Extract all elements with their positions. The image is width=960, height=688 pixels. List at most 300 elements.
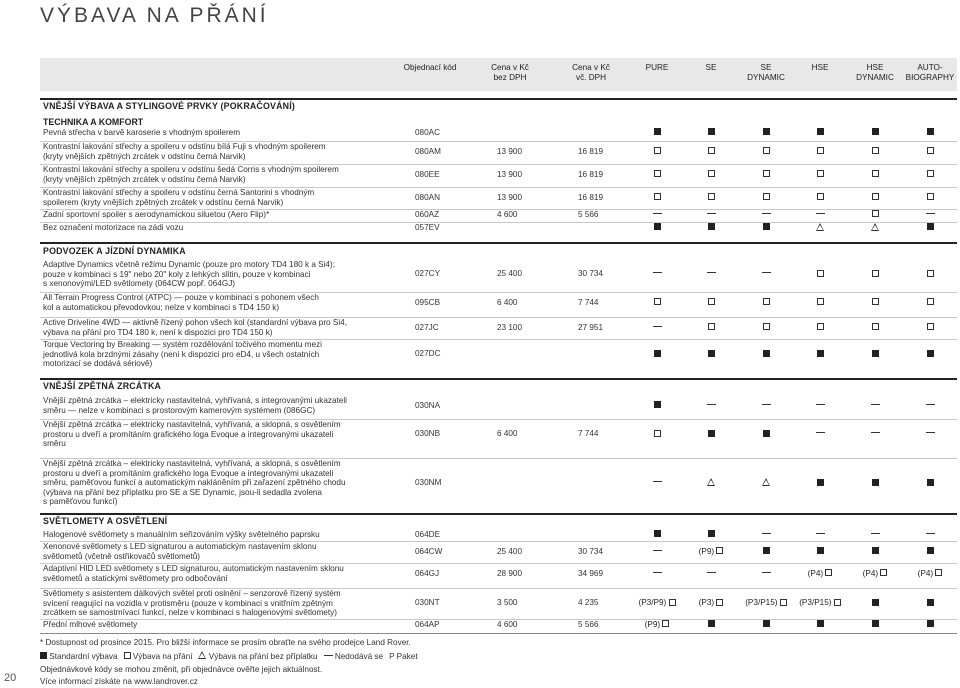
standard-icon bbox=[927, 547, 934, 554]
availability-mark bbox=[817, 478, 824, 487]
description-line: Kontrastní lakování střechy a spoileru v odstínu bílá Fuji s vhodným spoilerem bbox=[43, 142, 326, 151]
standard-icon bbox=[708, 620, 715, 627]
standard-icon bbox=[817, 350, 824, 357]
availability-mark bbox=[762, 269, 771, 278]
availability-mark bbox=[872, 323, 879, 332]
standard-icon bbox=[872, 599, 879, 606]
availability-mark bbox=[762, 479, 770, 488]
availability-mark bbox=[653, 323, 662, 332]
availability-mark bbox=[653, 269, 662, 278]
availability-mark bbox=[817, 193, 824, 202]
option-description bbox=[43, 420, 395, 449]
section-divider bbox=[40, 242, 957, 244]
availability-mark bbox=[708, 530, 715, 539]
standard-icon bbox=[654, 401, 661, 408]
option-icon bbox=[817, 170, 824, 177]
description-line: s paměťovou funkcí) bbox=[43, 497, 118, 507]
option-icon bbox=[708, 298, 715, 305]
legend-label: Výbava na přání bez příplatku bbox=[208, 651, 318, 661]
option-icon bbox=[708, 170, 715, 177]
availability-mark bbox=[198, 652, 206, 661]
trim-cell-5 bbox=[890, 349, 960, 359]
availability-mark bbox=[817, 323, 824, 332]
standard-icon bbox=[927, 128, 934, 135]
option-icon bbox=[716, 599, 723, 606]
option-description bbox=[43, 459, 395, 507]
option-icon bbox=[872, 170, 879, 177]
availability-mark bbox=[654, 128, 661, 137]
standard-icon bbox=[763, 223, 770, 230]
header-trim-1 bbox=[683, 63, 739, 73]
not-available-icon bbox=[653, 481, 662, 482]
package-label: (P3) bbox=[698, 598, 717, 608]
availability-mark bbox=[763, 620, 770, 629]
availability-mark bbox=[927, 478, 934, 487]
description-line: kol a automatickou převodovkou; nelze v kombinaci s TD4 150 k) bbox=[43, 302, 280, 312]
not-available-icon bbox=[324, 655, 333, 656]
not-available-icon bbox=[926, 432, 935, 433]
description-line: svícení reagující na vozidla v protisměru (pouze v kombinaci s vnitřním zpětným bbox=[43, 598, 333, 608]
trim-cell-5 bbox=[890, 429, 960, 439]
standard-icon bbox=[763, 547, 770, 554]
availability-mark bbox=[872, 269, 879, 278]
price-net: 4 600 bbox=[497, 209, 518, 219]
option-description bbox=[43, 188, 395, 207]
section-divider bbox=[40, 513, 957, 515]
header-trim-2-line: DYNAMIC bbox=[747, 73, 785, 82]
trim-cell-5 bbox=[890, 147, 960, 157]
not-available-icon bbox=[762, 213, 771, 214]
availability-mark bbox=[872, 478, 879, 487]
option-description bbox=[43, 530, 395, 540]
availability-mark bbox=[863, 569, 888, 578]
package-label: (P3/P15) bbox=[799, 598, 834, 608]
header-trim-3 bbox=[792, 63, 848, 73]
option-icon bbox=[654, 298, 661, 305]
no-charge-icon bbox=[816, 223, 824, 231]
standard-icon bbox=[927, 599, 934, 606]
not-available-icon bbox=[653, 572, 662, 573]
description-line: s xenonovými/LED světlomety (064CW popř. 064GJ) bbox=[43, 279, 236, 289]
header-code-line: Objednací kód bbox=[403, 63, 457, 72]
price-net: 25 400 bbox=[497, 269, 523, 279]
option-description bbox=[43, 128, 395, 138]
availability-mark bbox=[817, 298, 824, 307]
price-vat: 5 566 bbox=[578, 209, 599, 219]
header-trim-3-line: HSE bbox=[811, 63, 829, 72]
option-icon bbox=[654, 193, 661, 200]
trim-cell-5 bbox=[890, 193, 960, 203]
availability-mark bbox=[927, 598, 934, 607]
section-subtitle: TECHNIKA A KOMFORT bbox=[43, 117, 144, 127]
option-description bbox=[43, 223, 395, 233]
description-line: Zadní sportovní spoiler s aerodynamickou siluetou (Aero Flip)* bbox=[43, 210, 270, 219]
availability-mark bbox=[763, 128, 770, 137]
availability-mark bbox=[654, 147, 661, 156]
section-divider bbox=[40, 98, 957, 100]
option-icon bbox=[927, 323, 934, 330]
not-available-icon bbox=[707, 404, 716, 405]
trim-cell-5 bbox=[890, 210, 960, 220]
price-net: 13 900 bbox=[497, 169, 523, 179]
package-label: (P4) bbox=[807, 568, 826, 578]
availability-mark bbox=[707, 210, 716, 219]
description-line: Přední mlhové světlomety bbox=[43, 620, 138, 629]
not-available-icon bbox=[653, 550, 662, 551]
description-line: jednotlivá kola brzdnými zásahy (není k dispozici pro eD4, u všech ostatních bbox=[43, 349, 320, 359]
availability-mark bbox=[707, 479, 715, 488]
description-line: Vnější zpětná zrcátka – elektricky nastavitelná, vyhřívaná, a sklopná, s osvětlením bbox=[43, 420, 341, 429]
order-code: 030NB bbox=[415, 429, 441, 439]
standard-icon bbox=[708, 530, 715, 537]
option-icon bbox=[935, 569, 942, 576]
order-code: 064CW bbox=[415, 546, 443, 556]
availability-mark bbox=[872, 547, 879, 556]
order-code: 064GJ bbox=[415, 568, 440, 578]
availability-mark bbox=[654, 429, 661, 438]
not-available-icon bbox=[926, 404, 935, 405]
not-available-icon bbox=[926, 533, 935, 534]
standard-icon bbox=[817, 547, 824, 554]
package-label: (P3/P9) bbox=[638, 598, 669, 608]
availability-mark bbox=[871, 223, 879, 232]
availability-mark bbox=[654, 170, 661, 179]
availability-mark bbox=[872, 170, 879, 179]
option-icon bbox=[927, 193, 934, 200]
availability-mark bbox=[871, 530, 880, 539]
not-available-icon bbox=[762, 272, 771, 273]
footnote-more-info: Více informací získáte na www.landrover.cz bbox=[40, 677, 198, 686]
page-number: 20 bbox=[4, 672, 17, 684]
legend-label: Standardní výbava bbox=[49, 651, 118, 661]
standard-icon bbox=[927, 620, 934, 627]
trim-cell-5 bbox=[890, 298, 960, 308]
availability-mark bbox=[872, 210, 879, 219]
option-description bbox=[43, 318, 395, 337]
availability-mark bbox=[699, 547, 724, 556]
availability-mark bbox=[817, 547, 824, 556]
availability-mark bbox=[762, 530, 771, 539]
price-net: 25 400 bbox=[497, 546, 523, 556]
availability-mark bbox=[699, 598, 724, 607]
option-icon bbox=[124, 652, 131, 659]
description-line: směru bbox=[43, 439, 66, 449]
availability-mark bbox=[927, 323, 934, 332]
option-icon bbox=[817, 298, 824, 305]
availability-mark bbox=[645, 620, 670, 629]
price-vat: 16 819 bbox=[578, 169, 604, 179]
standard-icon bbox=[708, 128, 715, 135]
availability-mark bbox=[817, 147, 824, 156]
availability-mark bbox=[817, 349, 824, 358]
availability-mark bbox=[708, 170, 715, 179]
availability-mark bbox=[927, 193, 934, 202]
trim-cell-5 bbox=[890, 401, 960, 411]
description-line: zrcátkem se samostmívací funkcí, nelze v kombinaci s halogenovými světlomety) bbox=[43, 608, 337, 618]
legend-item bbox=[198, 652, 317, 661]
availability-mark bbox=[763, 147, 770, 156]
not-available-icon bbox=[816, 213, 825, 214]
price-vat: 27 951 bbox=[578, 322, 604, 332]
description-line: prostoru u dveří a promítáním grafického loga Evoque a integrovanými ukazateli bbox=[43, 468, 334, 478]
header-code bbox=[395, 63, 465, 73]
availability-mark bbox=[817, 128, 824, 137]
option-icon bbox=[662, 620, 669, 627]
option-description bbox=[43, 142, 395, 161]
option-icon bbox=[654, 147, 661, 154]
standard-icon bbox=[927, 350, 934, 357]
option-icon bbox=[763, 147, 770, 154]
trim-cell-5 bbox=[890, 530, 960, 540]
header-trim-0-line: PURE bbox=[645, 63, 669, 72]
not-available-icon bbox=[816, 432, 825, 433]
legend-item bbox=[324, 652, 384, 661]
availability-mark bbox=[872, 620, 879, 629]
header-price-vat-line: Cena v Kč bbox=[572, 63, 610, 72]
order-code: 030NM bbox=[415, 478, 442, 487]
description-line: motorizací se dodává sériově) bbox=[43, 359, 153, 369]
option-icon bbox=[872, 270, 879, 277]
availability-mark bbox=[763, 323, 770, 332]
availability-mark bbox=[763, 193, 770, 202]
standard-icon bbox=[763, 128, 770, 135]
order-code: 027CY bbox=[415, 269, 441, 279]
availability-mark bbox=[708, 128, 715, 137]
order-code: 027DC bbox=[415, 349, 441, 359]
availability-mark bbox=[872, 147, 879, 156]
price-net: 13 900 bbox=[497, 192, 523, 202]
availability-mark bbox=[654, 223, 661, 232]
header-trim-4 bbox=[847, 63, 903, 83]
availability-mark bbox=[653, 547, 662, 556]
availability-mark bbox=[763, 429, 770, 438]
option-description bbox=[43, 340, 395, 369]
description-line: Torque Vectoring by Breaking — systém rozdělování točivého momentu mezi bbox=[43, 340, 322, 349]
header-trim-2 bbox=[738, 63, 794, 83]
availability-mark bbox=[816, 210, 825, 219]
availability-mark bbox=[653, 210, 662, 219]
standard-icon bbox=[817, 479, 824, 486]
section-divider bbox=[40, 378, 957, 380]
availability-mark bbox=[927, 223, 934, 232]
availability-mark bbox=[872, 349, 879, 358]
availability-mark bbox=[926, 530, 935, 539]
description-line: Vnější zpětná zrcátka – elektricky nastavitelná, vyhřívaná, a sklopná, s osvětlením bbox=[43, 459, 341, 468]
not-available-icon bbox=[653, 326, 662, 327]
not-available-icon bbox=[871, 404, 880, 405]
table-header bbox=[40, 58, 957, 91]
availability-mark bbox=[708, 223, 715, 232]
availability-mark bbox=[763, 547, 770, 556]
page-title: VÝBAVA NA PŘÁNÍ bbox=[40, 4, 269, 27]
option-icon bbox=[654, 430, 661, 437]
legend-label: Nedodává se bbox=[334, 651, 384, 661]
header-trim-0 bbox=[629, 63, 685, 73]
trim-cell-5 bbox=[890, 598, 960, 608]
availability-mark bbox=[708, 147, 715, 156]
trim-cell-5 bbox=[890, 478, 960, 488]
order-code: 060AZ bbox=[415, 209, 440, 219]
not-available-icon bbox=[816, 404, 825, 405]
package-label: (P4) bbox=[917, 568, 936, 578]
availability-mark bbox=[927, 298, 934, 307]
availability-mark bbox=[872, 298, 879, 307]
price-net: 3 500 bbox=[497, 598, 518, 608]
not-available-icon bbox=[816, 533, 825, 534]
header-price-net-line: bez DPH bbox=[493, 73, 527, 82]
trim-cell-5 bbox=[890, 620, 960, 630]
price-net: 23 100 bbox=[497, 322, 523, 332]
order-code: 027JC bbox=[415, 322, 439, 332]
availability-mark bbox=[762, 401, 771, 410]
standard-icon bbox=[654, 350, 661, 357]
price-vat: 16 819 bbox=[578, 192, 604, 202]
standard-icon bbox=[40, 652, 47, 659]
order-code: 095CB bbox=[415, 297, 441, 307]
option-icon bbox=[927, 147, 934, 154]
standard-icon bbox=[817, 620, 824, 627]
standard-icon bbox=[654, 128, 661, 135]
description-line: světlometů (včetně ostřikovačů světlometů) bbox=[43, 551, 200, 561]
price-vat: 16 819 bbox=[578, 146, 604, 156]
availability-mark bbox=[808, 569, 833, 578]
availability-mark bbox=[872, 598, 879, 607]
availability-mark bbox=[763, 349, 770, 358]
availability-mark bbox=[927, 128, 934, 137]
availability-mark bbox=[762, 569, 771, 578]
trim-cell-5 bbox=[890, 223, 960, 233]
trim-cell-5 bbox=[890, 128, 960, 138]
section-title: VNĚJŠÍ ZPĚTNÁ ZRCÁTKA bbox=[43, 381, 162, 391]
description-line: (kryty vnějších zpětných zrcátek v odstínu černá Narvik) bbox=[43, 174, 246, 184]
availability-mark bbox=[871, 429, 880, 438]
availability-mark bbox=[40, 652, 47, 661]
option-description bbox=[43, 589, 395, 618]
standard-icon bbox=[927, 479, 934, 486]
not-available-icon bbox=[653, 213, 662, 214]
availability-mark bbox=[707, 269, 716, 278]
legend-label: Výbava na přání bbox=[132, 651, 193, 661]
availability-mark bbox=[653, 569, 662, 578]
standard-icon bbox=[708, 223, 715, 230]
header-price-vat-line: vč. DPH bbox=[575, 73, 607, 82]
package-label: (P9) bbox=[644, 619, 663, 629]
trim-cell-5 bbox=[890, 269, 960, 279]
footnote-notice: Objednávkové kódy se mohou změnit, při objednávce ověřte jejich aktuálnost. bbox=[40, 665, 323, 674]
order-code: 080AC bbox=[415, 127, 441, 137]
not-available-icon bbox=[871, 533, 880, 534]
option-description bbox=[43, 620, 395, 630]
header-trim-4-line: DYNAMIC bbox=[856, 73, 894, 82]
standard-icon bbox=[654, 223, 661, 230]
availability-mark bbox=[927, 620, 934, 629]
availability-mark bbox=[817, 269, 824, 278]
no-charge-icon bbox=[198, 651, 206, 659]
option-description bbox=[43, 293, 395, 312]
header-trim-1-line: SE bbox=[705, 63, 717, 72]
availability-mark bbox=[926, 401, 935, 410]
standard-icon bbox=[872, 620, 879, 627]
trim-cell-5 bbox=[890, 170, 960, 180]
standard-icon bbox=[763, 620, 770, 627]
price-net: 13 900 bbox=[497, 146, 523, 156]
table-end-line bbox=[40, 633, 957, 634]
availability-mark bbox=[763, 223, 770, 232]
standard-icon bbox=[763, 430, 770, 437]
standard-icon bbox=[817, 128, 824, 135]
legend-item bbox=[40, 652, 118, 661]
availability-mark bbox=[707, 569, 716, 578]
option-description bbox=[43, 396, 395, 415]
option-icon bbox=[708, 323, 715, 330]
header-trim-2-line: SE bbox=[760, 63, 772, 72]
option-description bbox=[43, 542, 395, 561]
option-icon bbox=[708, 147, 715, 154]
option-description bbox=[43, 260, 395, 289]
order-code: 080AN bbox=[415, 192, 441, 202]
description-line: (výbava na přání bez příplatku pro SE a SE Dynamic, jsou-li sedadla zvolena bbox=[43, 487, 322, 497]
availability-mark bbox=[871, 401, 880, 410]
footnote-availability: * Dostupnost od prosince 2015. Pro bližší informace se prosím obraťte na svého prodejce Land Rover. bbox=[40, 638, 411, 647]
description-line: výbava na přání pro TD4 180 k, není k dispozici pro TD4 150 k) bbox=[43, 327, 273, 337]
legend-item bbox=[124, 652, 193, 661]
availability-mark bbox=[927, 349, 934, 358]
option-icon bbox=[927, 270, 934, 277]
availability-mark bbox=[654, 193, 661, 202]
option-description bbox=[43, 564, 395, 583]
trim-cell-5 bbox=[890, 547, 960, 557]
availability-mark bbox=[654, 401, 661, 410]
availability-mark bbox=[708, 298, 715, 307]
header-price-net bbox=[480, 63, 540, 83]
availability-mark bbox=[654, 530, 661, 539]
availability-mark bbox=[872, 128, 879, 137]
trim-cell-5 bbox=[890, 323, 960, 333]
standard-icon bbox=[708, 350, 715, 357]
not-available-icon bbox=[762, 572, 771, 573]
option-icon bbox=[817, 147, 824, 154]
header-price-net-line: Cena v Kč bbox=[491, 63, 529, 72]
option-icon bbox=[825, 569, 832, 576]
description-line: spoilerem (kryty vnějších zpětných zrcátek v odstínu černá Narvik) bbox=[43, 197, 284, 207]
option-icon bbox=[763, 323, 770, 330]
header-trim-5 bbox=[902, 63, 958, 83]
description-line: prostoru u dveří a promítáním grafického loga Evoque a integrovanými ukazateli bbox=[43, 429, 334, 439]
legend bbox=[40, 651, 424, 661]
legend-label: P Paket bbox=[389, 651, 418, 661]
availability-mark bbox=[817, 620, 824, 629]
option-icon bbox=[817, 270, 824, 277]
availability-mark bbox=[763, 170, 770, 179]
legend-item bbox=[389, 652, 418, 661]
order-code: 030NT bbox=[415, 598, 440, 608]
description-line: Vnější zpětná zrcátka – elektricky nastavitelná, vyhřívaná, s integrovanými ukazateli bbox=[43, 396, 347, 405]
description-line: Kontrastní lakování střechy a spoileru v odstínu černá Santorini s vhodným bbox=[43, 188, 315, 197]
header-price-vat bbox=[561, 63, 621, 83]
availability-mark bbox=[927, 170, 934, 179]
not-available-icon bbox=[762, 533, 771, 534]
price-vat: 30 734 bbox=[578, 269, 604, 279]
not-available-icon bbox=[871, 432, 880, 433]
header-trim-5-line: AUTO- bbox=[917, 63, 943, 72]
availability-mark bbox=[926, 210, 935, 219]
no-charge-icon bbox=[707, 478, 715, 486]
order-code: 080AM bbox=[415, 146, 441, 156]
availability-mark bbox=[918, 569, 943, 578]
standard-icon bbox=[654, 530, 661, 537]
option-icon bbox=[654, 170, 661, 177]
option-icon bbox=[880, 569, 887, 576]
